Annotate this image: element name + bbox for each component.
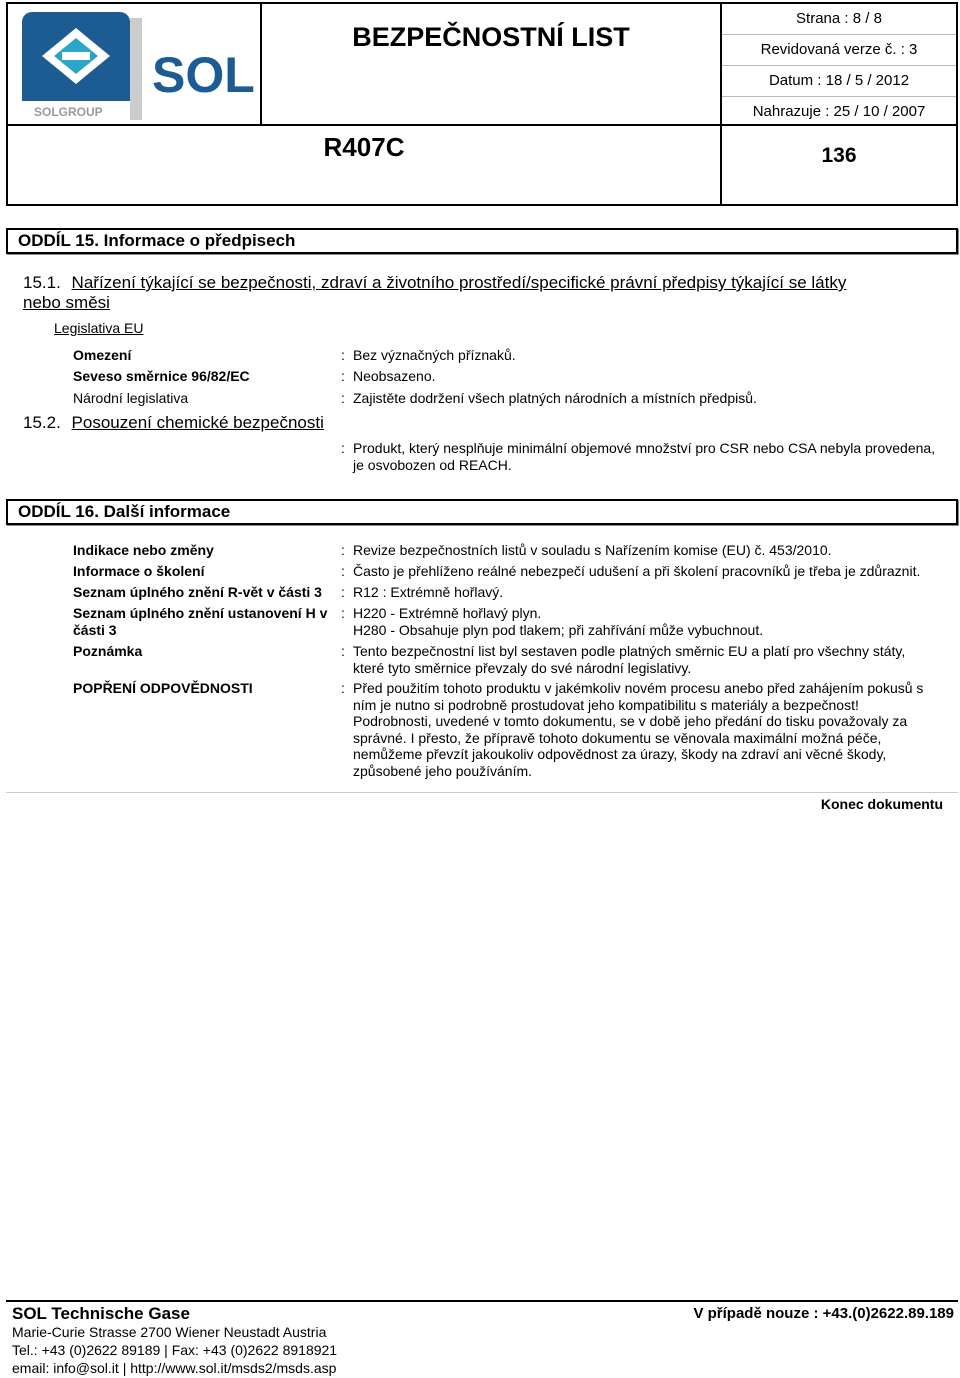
section-15-heading: ODDÍL 15. Informace o předpisech (6, 228, 958, 254)
chemical-safety-value (353, 440, 935, 473)
footer-email-web: email: info@sol.it | http://www.sol.it/msds2/msds.asp (12, 1360, 337, 1376)
end-of-document: Konec dokumentu (820, 796, 943, 812)
disclaimer-line1: Před použitím tohoto produktu v jakémkoliv novém procesu anebo před zahájením pokusů s (353, 680, 924, 696)
subsection-15-1-title (23, 273, 846, 293)
product-cell (8, 126, 722, 204)
disclaimer-value (353, 680, 923, 779)
meta-cell (722, 4, 956, 126)
r-phrases-value: R12 : Extrémně hořlavý. (353, 584, 504, 600)
product-number: 136 (821, 144, 857, 167)
note-value (353, 643, 905, 676)
footer-company: SOL Technische Gase (12, 1304, 190, 1323)
document-header (6, 2, 958, 206)
date-info: Datum : 18 / 5 / 2012 (722, 66, 956, 97)
restriction-value: Bez význačných příznaků. (353, 347, 516, 363)
h-statements-label-line2: části 3 (73, 621, 117, 638)
disclaimer-line3: Podrobnosti, uvedené v tomto dokumentu, se v době jeho předání do tisku považovaly za (353, 713, 908, 729)
sol-logo-icon (10, 6, 260, 124)
disclaimer-line2: ním je nutno si podrobně prostudovat jeho kompatibilitu s materiály a bezpečnost! (353, 696, 859, 713)
disclaimer-line5: nemůžeme převzít jakoukoliv odpovědnost za úrazy, škody na zdraví ani věcné škody, (353, 746, 887, 762)
footer-phone-fax: Tel.: +43 (0)2622 89189 | Fax: +43 (0)2622 8918921 (12, 1342, 338, 1358)
colon: : (341, 368, 345, 384)
colon: : (341, 390, 345, 406)
supersedes-info: Nahrazuje : 25 / 10 / 2007 (752, 103, 926, 120)
h-statements-label-line1: Seznam úplného znění ustanovení H v (73, 605, 328, 621)
logo-text: SOL (152, 47, 255, 103)
national-legislation-label: Národní legislativa (73, 390, 189, 406)
logo-group-text: SOLGROUP (34, 105, 103, 119)
colon: : (341, 680, 345, 696)
subsection-15-1-line1: Nařízení týkající se bezpečnosti, zdraví a životního prostředí/specifické právní předpisy týkající se látky (71, 273, 847, 292)
disclaimer-line4: správné. I přesto, že přípravě tohoto dokumentu se věnovala maximální možná péče, (353, 729, 882, 746)
footer-address: Marie-Curie Strasse 2700 Wiener Neustadt Austria (12, 1324, 327, 1340)
restriction-label: Omezení (73, 347, 132, 363)
subsection-15-2-name: Posouzení chemické bezpečnosti (71, 413, 324, 432)
h-statements-label (73, 605, 327, 638)
logo-cell (8, 4, 262, 126)
disclaimer-line6: způsobené jeho používáním. (353, 762, 533, 779)
subsection-15-2-number: 15.2. (23, 413, 61, 432)
document-title: BEZPEČNOSTNÍ LIST (352, 22, 630, 52)
page-info: Strana : 8 / 8 (722, 4, 956, 35)
section-16-heading: ODDÍL 16. Další informace (6, 499, 958, 525)
colon: : (341, 643, 345, 659)
title-cell (262, 4, 722, 126)
note-label: Poznámka (73, 643, 143, 659)
training-label: Informace o školení (73, 563, 205, 579)
seveso-label: Seveso směrnice 96/82/EC (73, 368, 250, 384)
changes-label: Indikace nebo změny (73, 542, 214, 558)
colon: : (341, 542, 345, 558)
number-cell (722, 126, 956, 204)
colon: : (341, 347, 345, 363)
product-name: R407C (323, 132, 405, 162)
disclaimer-label: POPŘENÍ ODPOVĚDNOSTI (73, 680, 253, 696)
end-divider (6, 792, 958, 793)
training-value: Často je přehlíženo reálné nebezpečí udušení a při školení pracovníků je třeba je zdůraznit. (353, 563, 921, 579)
colon: : (341, 563, 345, 579)
colon: : (341, 584, 345, 600)
footer-emergency-phone: V případě nouze : +43.(0)2622.89.189 (693, 1305, 954, 1322)
chemical-safety-line1: Produkt, který nesplňuje minimální objemové množství pro CSR nebo CSA nebyla provedena, (353, 440, 936, 456)
note-line1: Tento bezpečnostní list byl sestaven podle platných směrnic EU a platí pro všechny státy, (353, 643, 906, 659)
subsection-15-1-number: 15.1. (23, 273, 61, 292)
footer-rule (6, 1300, 958, 1302)
note-line2: které tyto směrnice převzaly do své národní legislativy. (353, 659, 692, 676)
colon: : (341, 605, 345, 621)
h-statement-h220: H220 - Extrémně hořlavý plyn. (353, 605, 542, 621)
colon: : (341, 440, 345, 456)
chemical-safety-line2: je osvobozen od REACH. (353, 456, 512, 473)
subsection-15-1-line2: nebo směsi (23, 293, 110, 312)
h-statement-h280: H280 - Obsahuje plyn pod tlakem; při zahřívání může vybuchnout. (353, 621, 764, 638)
seveso-value: Neobsazeno. (353, 368, 436, 384)
subsection-15-2-title (23, 413, 324, 433)
r-phrases-label: Seznam úplného znění R-vět v části 3 (73, 584, 322, 600)
national-legislation-value: Zajistěte dodržení všech platných národních a místních předpisů. (353, 390, 757, 406)
legislation-eu-label: Legislativa EU (54, 320, 144, 336)
h-statements-value (353, 605, 763, 638)
changes-value: Revize bezpečnostních listů v souladu s Nařízením komise (EU) č. 453/2010. (353, 542, 832, 558)
revision-info: Revidovaná verze č. : 3 (722, 35, 956, 66)
